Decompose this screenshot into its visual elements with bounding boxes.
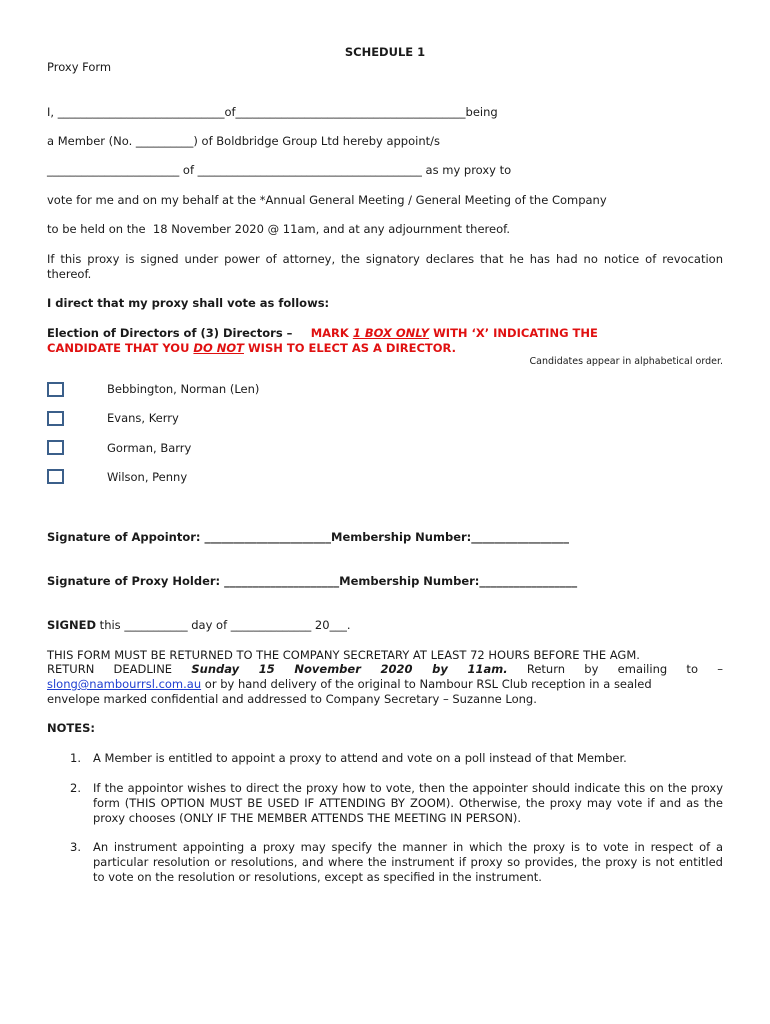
email-link[interactable]: slong@nambourrsl.com.au xyxy=(47,677,202,691)
candidate-checkbox-gorman[interactable] xyxy=(47,440,64,455)
mark-instruction-f: WISH TO ELECT AS A DIRECTOR. xyxy=(243,341,456,355)
election-line-1 xyxy=(47,326,723,341)
candidate-checkbox-bebbington[interactable] xyxy=(47,382,64,397)
direct-heading: I direct that my proxy shall vote as follows: xyxy=(47,296,330,310)
appointment-line-2: a Member (No. __________) of Boldbridge Group Ltd hereby appoint/s xyxy=(47,134,441,148)
note-number: 3. xyxy=(70,840,81,854)
return-notice-line-1: THIS FORM MUST BE RETURNED TO THE COMPANY SECRETARY AT LEAST 72 HOURS BEFORE THE AGM. xyxy=(47,648,640,662)
election-heading: Election of Directors of (3) Directors – xyxy=(47,326,293,340)
return-deadline-label: RETURN DEADLINE xyxy=(47,662,192,676)
candidate-checkbox-wilson[interactable] xyxy=(47,469,64,484)
candidate-name: Bebbington, Norman (Len) xyxy=(107,382,260,396)
mark-instruction-d: CANDIDATE THAT YOU xyxy=(47,341,194,355)
return-notice-rest: or by hand delivery of the original to Nambour RSL Club reception in a sealed xyxy=(201,677,652,691)
appointment-line-1: I, _____________________________of________________________________________being xyxy=(47,105,498,119)
appointment-line-4: vote for me and on my behalf at the *Annual General Meeting / General Meeting of the Company xyxy=(47,193,607,207)
alphabetical-note: Candidates appear in alphabetical order. xyxy=(529,356,723,367)
return-notice-line-4: envelope marked confidential and addressed to Company Secretary – Suzanne Long. xyxy=(47,692,537,706)
mark-instruction-b: 1 BOX ONLY xyxy=(352,326,430,340)
form-title: Proxy Form xyxy=(47,60,112,74)
power-of-attorney-text: If this proxy is signed under power of attorney, the signatory declares that he has had no notice of revocation thereof. xyxy=(47,252,723,281)
return-notice-line-3 xyxy=(47,677,723,692)
appointment-line-3: _______________________ of _______________________________________ as my proxy to xyxy=(47,163,512,177)
notes-heading: NOTES: xyxy=(47,721,95,735)
candidate-name: Evans, Kerry xyxy=(107,411,179,425)
schedule-title: SCHEDULE 1 xyxy=(344,45,426,59)
note-text: If the appointor wishes to direct the proxy how to vote, then the appointer should indicate this on the proxy form (THIS OPTION MUST BE USED IF ATTENDING BY ZOOM). Otherwise, the proxy may vote if and as the proxy chooses (ONLY IF THE MEMBER ATTENDS THE MEETING IN PERSON). xyxy=(93,781,723,825)
note-number: 1. xyxy=(70,751,81,765)
mark-instruction-a: MARK xyxy=(310,326,353,340)
return-by-email: Return by emailing to – xyxy=(507,662,723,676)
note-text: A Member is entitled to appoint a proxy to attend and vote on a poll instead of that Member. xyxy=(93,751,627,765)
signed-line xyxy=(47,618,723,633)
mark-instruction-e: DO NOT xyxy=(193,341,244,355)
candidate-name: Wilson, Penny xyxy=(107,470,188,484)
proxy-holder-signature-line: Signature of Proxy Holder: ____________________Membership Number:_________________ xyxy=(47,574,578,588)
signed-label: SIGNED xyxy=(47,618,97,632)
note-text: An instrument appointing a proxy may specify the manner in which the proxy is to vote in respect of a particular resolution or resolutions, and where the instrument if proxy so provides, the proxy is not entitled to vote on the resolution or resolutions, except as specified in the instrument. xyxy=(93,840,723,884)
candidate-checkbox-evans[interactable] xyxy=(47,411,64,426)
candidate-name: Gorman, Barry xyxy=(107,441,192,455)
return-notice-line-2 xyxy=(47,662,723,677)
return-deadline-date: Sunday 15 November 2020 by 11am. xyxy=(191,662,508,676)
signed-rest: this ___________ day of ______________ 20___. xyxy=(96,618,351,632)
mark-instruction-c: WITH ‘X’ INDICATING THE xyxy=(429,326,598,340)
note-number: 2. xyxy=(70,781,81,795)
appointment-line-5: to be held on the 18 November 2020 @ 11am, and at any adjournment thereof. xyxy=(47,222,510,236)
appointor-signature-line: Signature of Appointor: ______________________Membership Number:_________________ xyxy=(47,530,570,544)
